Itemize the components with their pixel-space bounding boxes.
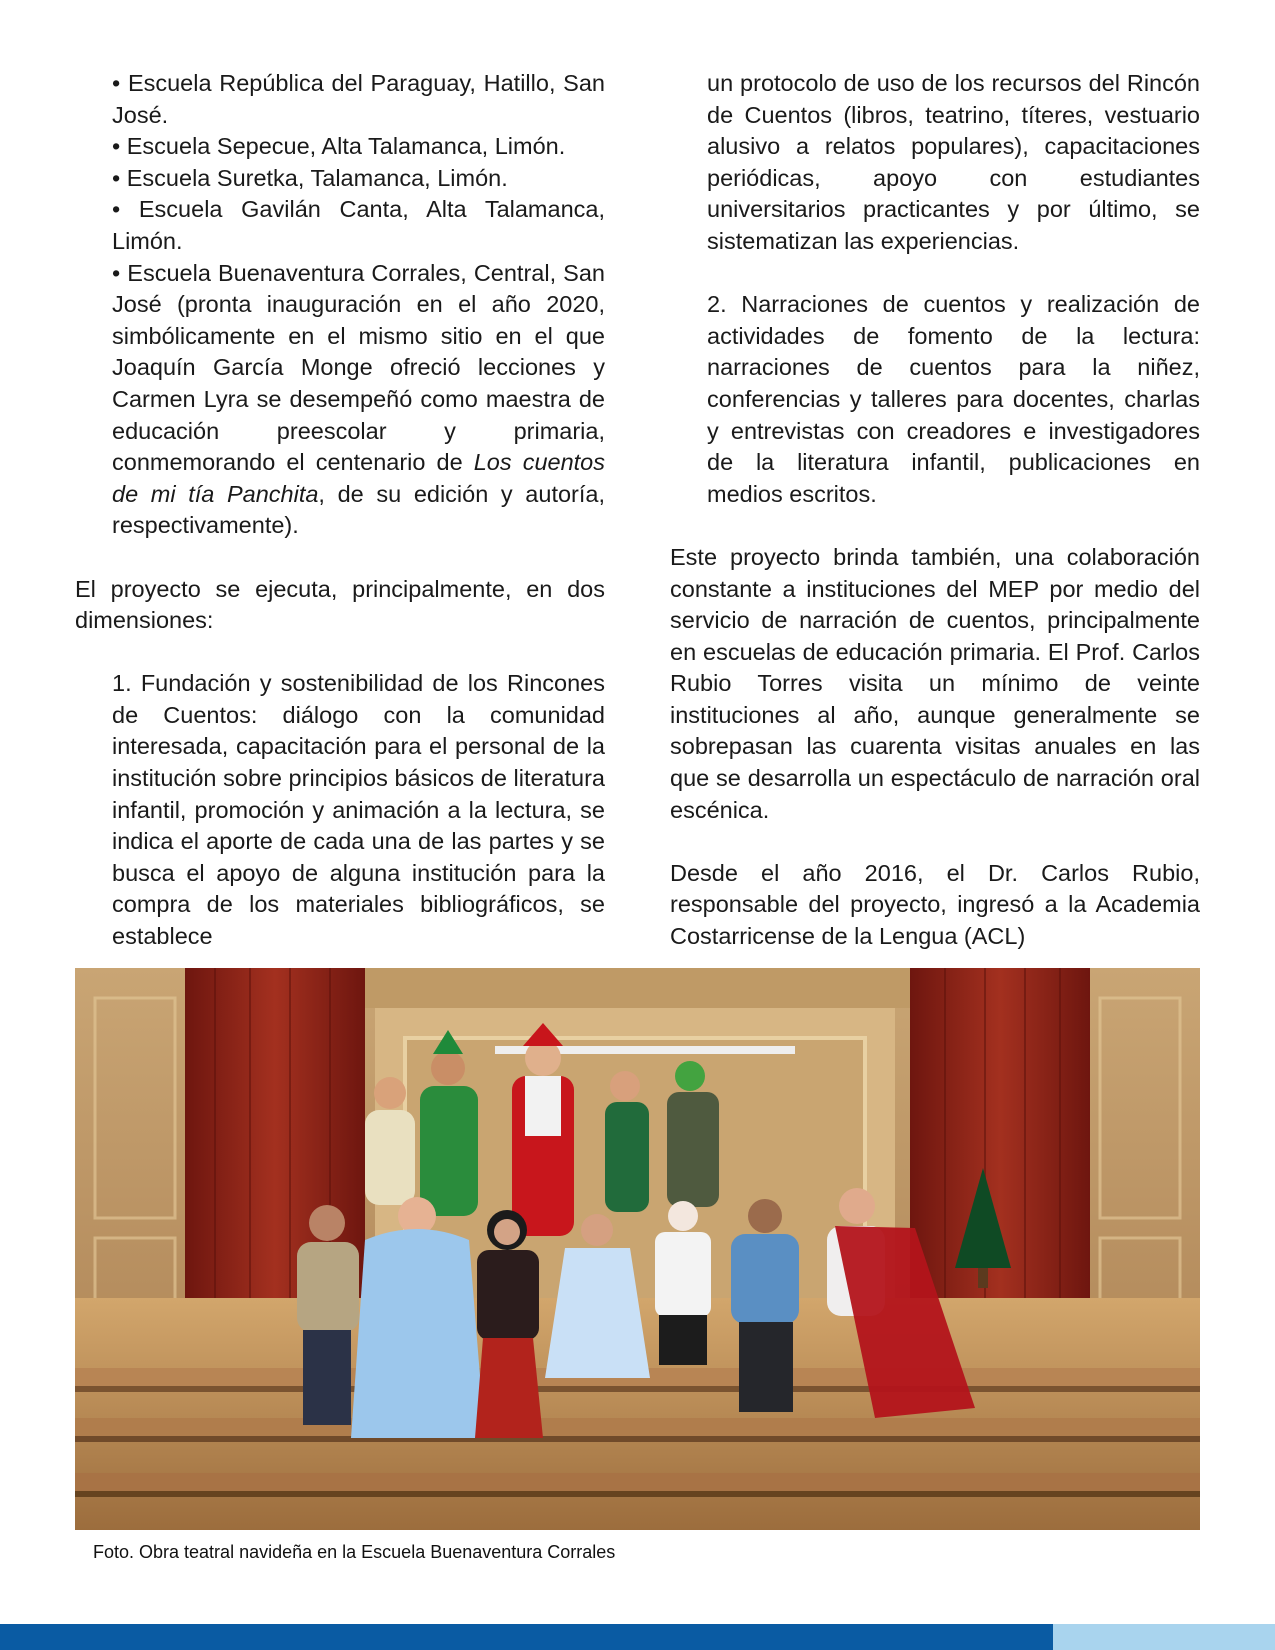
- list-item-text-end: , de su edición y autoría, respectivamente).: [112, 480, 605, 539]
- stage-scene-illustration: [75, 968, 1200, 1530]
- footer-bar: [0, 1624, 1053, 1650]
- footer-accent: [1053, 1624, 1275, 1650]
- stage-photo: [75, 968, 1200, 1530]
- photo-caption: Foto. Obra teatral navideña en la Escuela Buenaventura Corrales: [93, 1542, 616, 1562]
- book-title: Los cuentos de mi tía Panchita: [112, 449, 605, 507]
- right-column: [670, 68, 1200, 953]
- list-item: • Escuela República del Paraguay, Hatillo, San José.: [112, 70, 605, 128]
- list-item: • Escuela Gavilán Canta, Alta Talamanca, Limón.: [112, 196, 605, 254]
- dimension-1-continuation: un protocolo de uso de los recursos del Rincón de Cuentos (libros, teatrino, títeres, vestuario alusivo a relatos populares), capacitaciones periódicas, apoyo con estudiantes universitarios practicantes y por último, se sistematizan las experiencias.: [707, 70, 1200, 254]
- mep-paragraph: Este proyecto brinda también, una colaboración constante a instituciones del MEP por medio del servicio de narración de cuentos, principalmente en escuelas de educación primaria. El Prof. Carlos Rubio Torres visita un mínimo de veinte instituciones al año, aunque generalmente se sobrepasan las cuarenta visitas anuales en las que se desarrolla un espectáculo de narración oral escénica.: [670, 543, 1200, 823]
- dimensions-intro: El proyecto se ejecuta, principalmente, en dos dimensiones:: [75, 575, 605, 634]
- school-list: [75, 68, 605, 542]
- list-item: [112, 258, 605, 542]
- list-item-text: • Escuela Buenaventura Corrales, Central, San José (pronta inauguración en el año 2020, simbólicamente en el mismo sitio en el que Joaquín García Monge ofreció lecciones y Carmen Lyra se desempeñó como maestra de educación preescolar y primaria, conmemorando el centenario de: [112, 259, 605, 476]
- acl-paragraph: Desde el año 2016, el Dr. Carlos Rubio, responsable del proyecto, ingresó a la Academia Costarricense de la Lengua (ACL): [670, 859, 1200, 950]
- dimension-1-paragraph: 1. Fundación y sostenibilidad de los Rincones de Cuentos: diálogo con la comunidad interesada, capacitación para el personal de la institución sobre principios básicos de literatura infantil, promoción y animación a la lectura, se indica el aporte de cada una de las partes y se busca el apoyo de alguna institución para la compra de los materiales bibliográficos, se establece: [112, 670, 605, 950]
- dimension-2-paragraph: 2. Narraciones de cuentos y realización de actividades de fomento de la lectura: narraciones de cuentos para la niñez, conferencias y talleres para docentes, charlas y entrevistas con creadores e investigadores de la literatura infantil, publicaciones en medios escritos.: [707, 291, 1200, 507]
- list-item: • Escuela Suretka, Talamanca, Limón.: [112, 164, 508, 191]
- list-item: • Escuela Sepecue, Alta Talamanca, Limón.: [112, 133, 566, 160]
- left-column: [75, 68, 605, 953]
